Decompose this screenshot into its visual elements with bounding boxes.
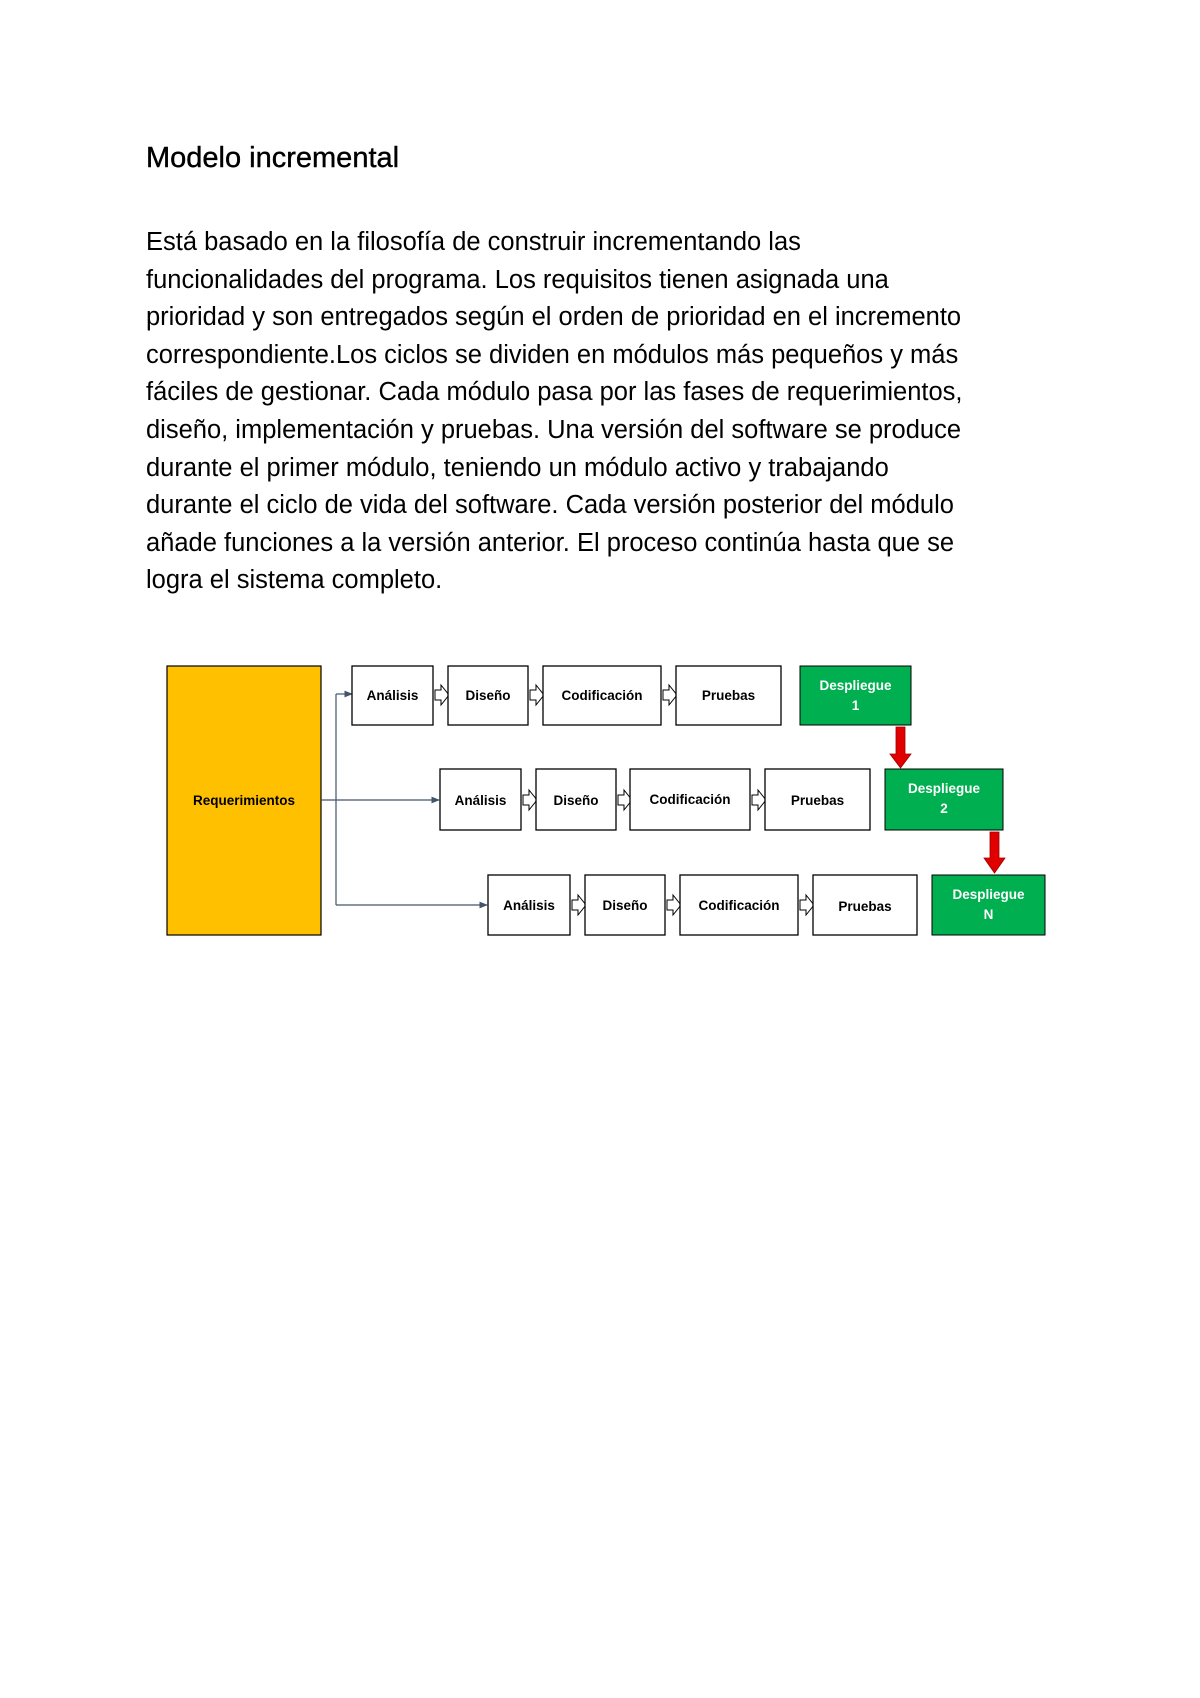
increment-row-1 <box>352 666 911 725</box>
phase-arrow <box>572 895 586 915</box>
paragraph-line: correspondiente.Los ciclos se dividen en módulos más pequeños y más <box>146 340 959 369</box>
phase-label-analisis: Análisis <box>366 688 419 703</box>
phase-label-codificacion: Codificación <box>561 688 643 703</box>
paragraph-line: durante el ciclo de vida del software. Cada versión posterior del módulo <box>146 491 954 520</box>
phase-label-diseno: Diseño <box>465 688 511 703</box>
deploy-label-1-line2: 1 <box>851 698 860 713</box>
phase-arrow <box>523 790 537 810</box>
paragraph-line: añade funciones a la versión anterior. El proceso continúa hasta que se <box>146 528 955 557</box>
phase-label-pruebas: Pruebas <box>790 793 845 808</box>
paragraph-line: logra el sistema completo. <box>146 566 443 595</box>
deploy-label-n-line2: N <box>983 907 994 922</box>
increment-row-3 <box>488 875 1045 935</box>
paragraph-line: diseño, implementación y pruebas. Una versión del software se produce <box>146 415 962 444</box>
phase-label-analisis: Análisis <box>454 793 507 808</box>
phase-label-codificacion: Codificación <box>698 898 780 913</box>
phase-label-codificacion: Codificación <box>649 792 731 807</box>
deploy-box-1 <box>800 666 911 725</box>
deploy-box-2 <box>885 769 1003 830</box>
phase-label-analisis: Análisis <box>503 898 555 913</box>
deploy-label-2-line1: Despliegue <box>907 781 981 796</box>
paragraph-line: durante el primer módulo, teniendo un módulo activo y trabajando <box>146 453 889 482</box>
paragraph-line: fáciles de gestionar. Cada módulo pasa por las fases de requerimientos, <box>146 378 963 407</box>
paragraph-line: prioridad y son entregados según el orden de prioridad en el incremento <box>146 303 962 332</box>
deploy-label-2-line2: 2 <box>940 801 948 816</box>
phase-arrow <box>800 895 814 915</box>
deploy-box-n <box>932 875 1045 935</box>
phase-label-pruebas: Pruebas <box>838 899 892 914</box>
deploy-label-n-line1: Despliegue <box>952 887 1025 902</box>
phase-label-pruebas: Pruebas <box>701 688 756 703</box>
phase-label-diseno: Diseño <box>602 898 648 913</box>
phase-arrow <box>663 685 677 705</box>
requirements-label: Requerimientos <box>192 793 296 808</box>
increment-row-2 <box>440 769 1003 830</box>
deploy-arrow-2-to-n <box>984 832 1005 873</box>
deploy-label-1-line1: Despliegue <box>819 678 892 693</box>
phase-label-diseno: Diseño <box>553 793 599 808</box>
phase-arrow <box>667 895 681 915</box>
deploy-arrow-1-to-2 <box>890 727 911 768</box>
page-title: Modelo incremental <box>146 142 400 174</box>
paragraph-line: funcionalidades del programa. Los requisitos tienen asignada una <box>146 265 889 294</box>
phase-arrow <box>752 790 766 810</box>
paragraph-line: Está basado en la filosofía de construir incrementando las <box>146 228 801 256</box>
phase-arrow <box>530 685 544 705</box>
phase-arrow <box>435 685 449 705</box>
